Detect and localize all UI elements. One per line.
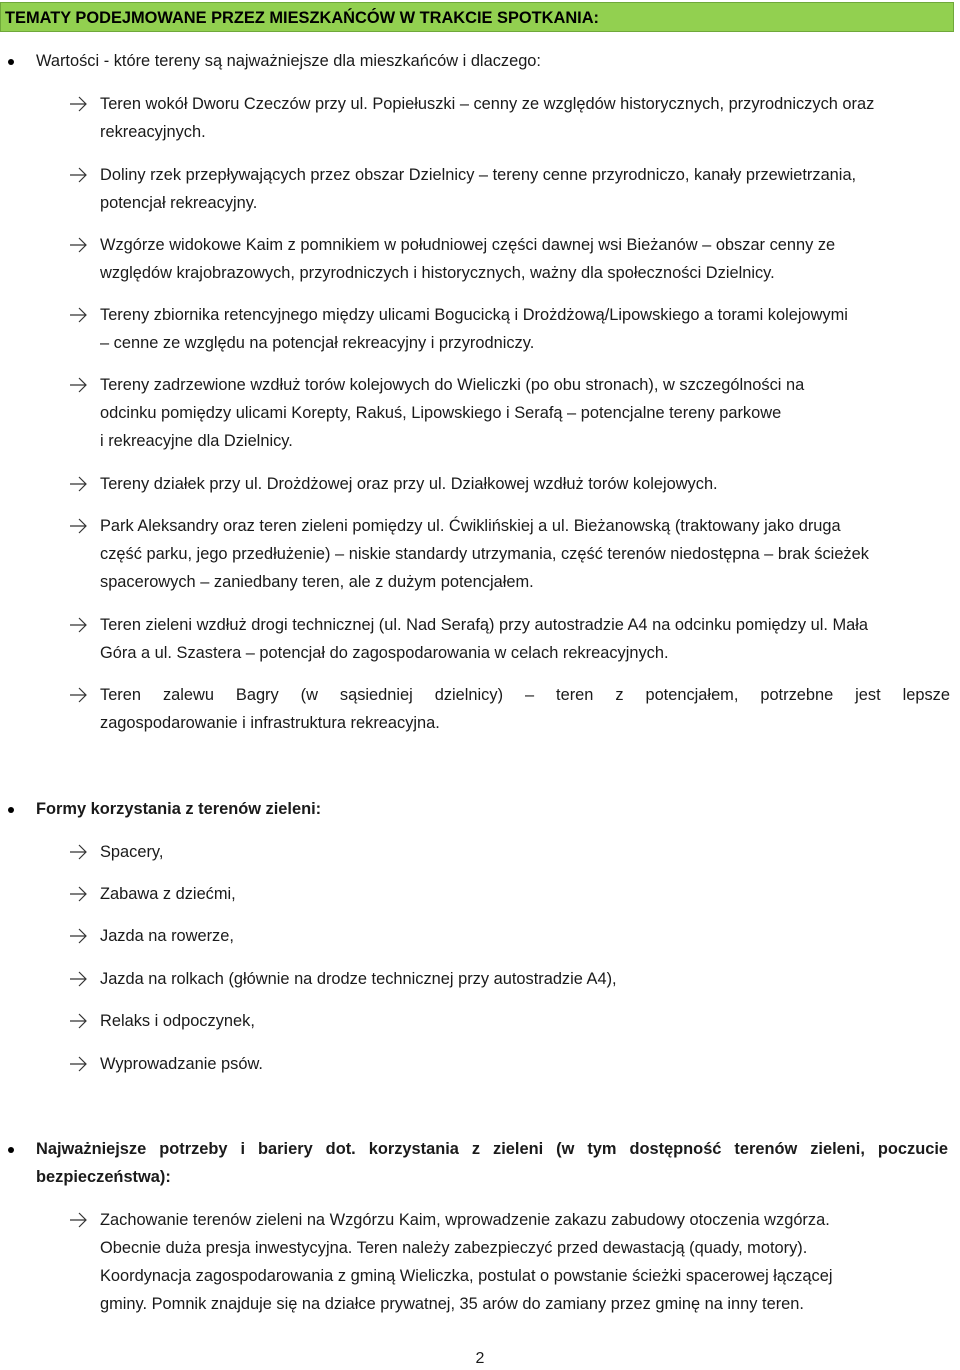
arrow-right-icon bbox=[68, 371, 88, 399]
arrow-right-icon bbox=[68, 1206, 88, 1234]
list-item-text: Tereny zadrzewione wzdłuż torów kolejowych do Wieliczki (po obu stronach), w szczególności na bbox=[100, 376, 805, 394]
list-item-text: część parku, jego przedłużenie) – niskie standardy utrzymania, część terenów niedostępna – brak ścieżek bbox=[100, 545, 869, 563]
section-heading-values bbox=[8, 47, 948, 75]
arrow-right-icon bbox=[68, 301, 88, 329]
list-item-text: rekreacyjnych. bbox=[100, 123, 206, 141]
page-number: 2 bbox=[475, 1350, 485, 1367]
list-item-text: Teren zieleni wzdłuż drogi technicznej (ul. Nad Serafą) przy autostradzie A4 na odcinku pomiędzy ul. Mała bbox=[100, 616, 869, 634]
arrow-right-icon bbox=[68, 512, 88, 540]
list-item-text: spacerowych – zaniedbany teren, ale z dużym potencjałem. bbox=[100, 573, 534, 591]
arrow-right-icon bbox=[68, 231, 88, 259]
list-item-text: Jazda na rowerze, bbox=[100, 927, 234, 945]
list-item-text: Wzgórze widokowe Kaim z pomnikiem w południowej części dawnej wsi Bieżanów – obszar cenny ze bbox=[100, 236, 836, 254]
section-heading-text: Najważniejsze potrzeby i bariery dot. korzystania z zieleni (w tym dostępność terenów zieleni, poczucie bbox=[36, 1140, 948, 1158]
list-item-text: i rekreacyjne dla Dzielnicy. bbox=[100, 432, 293, 450]
page-title: TEMATY PODEJMOWANE PRZEZ MIESZKAŃCÓW W TRAKCIE SPOTKANIA: bbox=[5, 9, 600, 27]
list-item-text: Spacery, bbox=[100, 843, 164, 861]
arrow-right-icon bbox=[68, 1007, 88, 1035]
section-heading-needs bbox=[8, 1135, 948, 1191]
list-item-text: Doliny rzek przepływających przez obszar Dzielnicy – tereny cenne przyrodniczo, kanały przewietrzania, bbox=[100, 166, 857, 184]
list-item-text: potencjał rekreacyjny. bbox=[100, 194, 258, 212]
arrow-right-icon bbox=[68, 611, 88, 639]
list-item-text: Zabawa z dziećmi, bbox=[100, 885, 236, 903]
arrow-right-icon bbox=[68, 681, 88, 709]
arrow-right-icon bbox=[68, 470, 88, 498]
list-item-text: zagospodarowanie i infrastruktura rekreacyjna. bbox=[100, 714, 440, 732]
section-header-bar bbox=[0, 2, 954, 32]
list-item-text: Góra a ul. Szastera – potencjał do zagospodarowania w celach rekreacyjnych. bbox=[100, 644, 669, 662]
arrow-right-icon bbox=[68, 922, 88, 950]
list-item-text: Relaks i odpoczynek, bbox=[100, 1012, 255, 1030]
section-heading-text: Formy korzystania z terenów zieleni: bbox=[36, 800, 322, 818]
list-item-text: Zachowanie terenów zieleni na Wzgórzu Kaim, wprowadzenie zakazu zabudowy otoczenia wzgórza. bbox=[100, 1211, 830, 1229]
arrow-right-icon bbox=[68, 838, 88, 866]
list-item-text: Koordynacja zagospodarowania z gminą Wieliczka, postulat o powstanie ścieżki spacerowej łączącej bbox=[100, 1267, 833, 1285]
bullet-dot-icon bbox=[8, 807, 14, 813]
list-item-text: odcinku pomiędzy ulicami Korepty, Rakuś, Lipowskiego i Serafą – potencjalne tereny parkowe bbox=[100, 404, 782, 422]
arrow-right-icon bbox=[68, 90, 88, 118]
list-item-text: Tereny działek przy ul. Drożdżowej oraz przy ul. Działkowej wzdłuż torów kolejowych. bbox=[100, 475, 718, 493]
list-item-text: gminy. Pomnik znajduje się na działce prywatnej, 35 arów do zamiany przez gminę na inny teren. bbox=[100, 1295, 804, 1313]
list-item-text: Obecnie duża presja inwestycyjna. Teren należy zabezpieczyć przed dewastacją (quady, motory). bbox=[100, 1239, 808, 1257]
section-heading-text: bezpieczeństwa): bbox=[36, 1168, 171, 1186]
list-item-text: Wyprowadzanie psów. bbox=[100, 1055, 263, 1073]
section-heading-text: Wartości - które tereny są najważniejsze dla mieszkańców i dlaczego: bbox=[36, 52, 541, 70]
bullet-dot-icon bbox=[8, 59, 14, 65]
section-heading-forms bbox=[8, 795, 948, 823]
arrow-right-icon bbox=[68, 1050, 88, 1078]
arrow-right-icon bbox=[68, 880, 88, 908]
list-item-text: względów krajobrazowych, przyrodniczych i historycznych, ważny dla społeczności Dzielnicy. bbox=[100, 264, 775, 282]
list-item-text: Teren zalewu Bagry (w sąsiedniej dzielnicy) – teren z potencjałem, potrzebne jest lepsze bbox=[100, 686, 950, 704]
arrow-right-icon bbox=[68, 965, 88, 993]
list-item-text: Jazda na rolkach (głównie na drodze technicznej przy autostradzie A4), bbox=[100, 970, 617, 988]
bullet-dot-icon bbox=[8, 1147, 14, 1153]
list-item-text: Teren wokół Dworu Czeczów przy ul. Popiełuszki – cenny ze względów historycznych, przyrodniczych oraz bbox=[100, 95, 875, 113]
arrow-right-icon bbox=[68, 161, 88, 189]
list-item-text: Park Aleksandry oraz teren zieleni pomiędzy ul. Ćwiklińskiej a ul. Bieżanowską (traktowany jako druga bbox=[100, 517, 841, 535]
list-item-text: Tereny zbiornika retencyjnego między ulicami Bogucicką i Drożdżową/Lipowskiego a torami kolejowymi bbox=[100, 306, 848, 324]
list-item-text: – cenne ze względu na potencjał rekreacyjny i przyrodniczy. bbox=[100, 334, 535, 352]
